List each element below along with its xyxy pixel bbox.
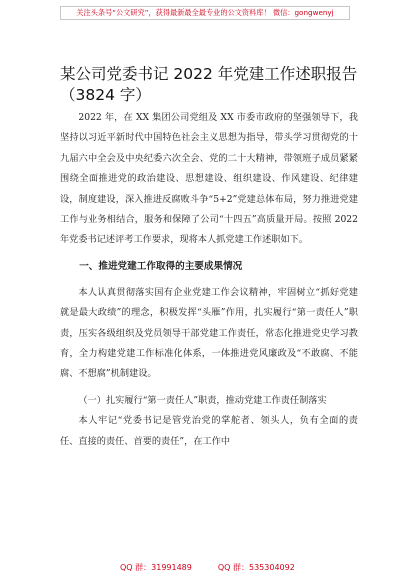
intro-paragraph: 2022 年，在 XX 集团公司党组及 XX 市委市政府的坚强领导下，我坚持以习近平新时代中国特色社会主义思想为指导，带头学习贯彻党的十九届六中全会及中央纪委六次全会、党的二十大精神，带领班子成员紧紧围绕全面推进党的政治建设、思想建设、组织建设、作风建设、纪律建设，制度建设，深入推进反腐败斗争“5+2”党建总体布局，努力推进党建工作与业务相结合，服务和保障了公司“十四五”高质量开局。按照 2022 年党委书记述评考工作要求，现将本人抓党建工作述职如下。 (60, 112, 358, 246)
section-heading: 一、推进党建工作取得的主要成果情况 (79, 260, 243, 272)
document-title: 某公司党委书记 2022 年党建工作述职报告（3824 字） (60, 65, 358, 104)
footer-qq-group-2: QQ 群：535304092 (217, 563, 295, 572)
document-body (60, 108, 358, 452)
promo-banner: 关注头条号“公文研究”，获得最新最全最专业的公文资料库！ 微信：gongwenyj (60, 6, 350, 20)
footer-qq-group-1: QQ 群：31991489 (120, 563, 192, 572)
subsection-heading: （一）扎实履行“第一责任人”职责，推动党建工作责任制落实 (78, 394, 327, 406)
subsection-paragraph: 本人牢记“党委书记是管党治党的掌舵者、领头人，负有全面的责任、直接的责任、首要的责任”，在工作中 (60, 415, 358, 447)
footer (120, 562, 320, 573)
section-paragraph: 本人认真贯彻落实国有企业党建工作会议精神，牢固树立“抓好党建就是最大政绩”的理念，积极发挥“头雁”作用，扎实履行“第一责任人”职责，压实各级组织及党员领导干部党建工作责任，常态化推进党史学习教育，全力构建党建工作标准化体系，一体推进党风廉政及“不敢腐、不能腐、不想腐”机制建设。 (60, 286, 358, 380)
